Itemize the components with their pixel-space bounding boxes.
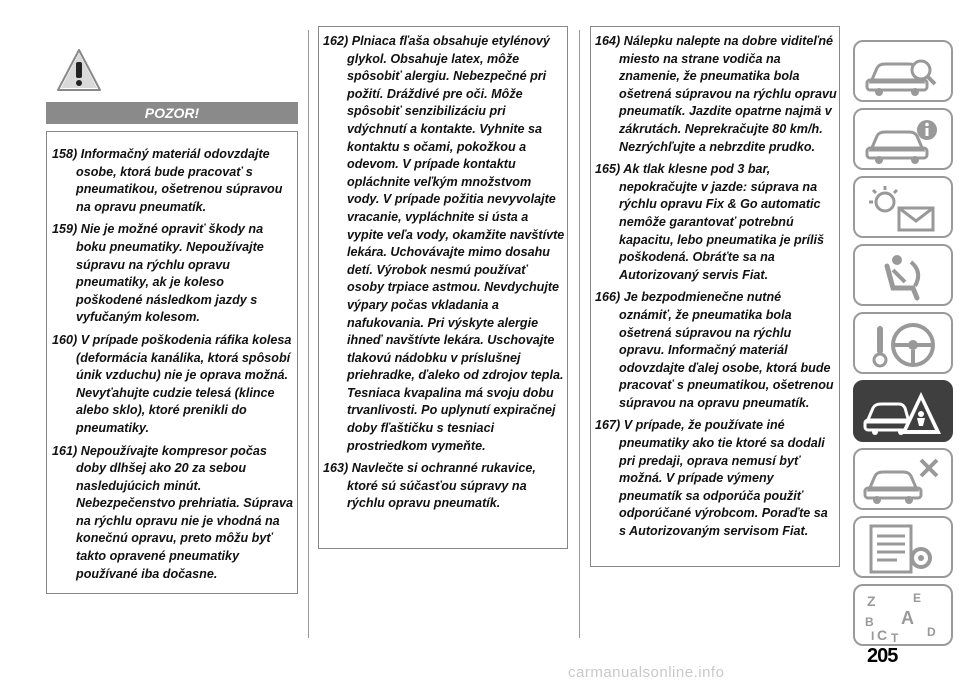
technical-data-icon bbox=[863, 524, 941, 574]
svg-text:I: I bbox=[871, 629, 875, 642]
svg-text:T: T bbox=[891, 631, 899, 642]
list-item: 158) Informačný materiál odovzdajte osobe, ktorá bude pracovať s pneumatikou, ošetrenou súpravou na opravu pneumatík. bbox=[52, 147, 283, 214]
list-item: 165) Ak tlak klesne pod 3 bar, nepokračujte v jazde: súprava na rýchlu opravu Fix & Go automatic nemôže garantovať potrebnú kapacitu, lebo pneumatika je príliš poškodená. Obráťte sa na Autorizovaný servis Fiat. bbox=[595, 162, 825, 282]
list-item: 162) Plniaca fľaša obsahuje etylénový glykol. Obsahuje latex, môže spôsobiť alergiu. Nebezpečné pri požití. Dráždivé pre oči. Môže spôsobiť senzibilizáciu pri vdýchnutí a kontakte. Vyhnite sa kontaktu s očami, pokožkou a odevom. V prípade kontaktu opláchnite veľkým množstvom vody. V prípade požitia nevyvolajte vracanie, vypláchnite si ústa a vypite veľa vody, okamžite navštívte lekára. Uchovávajte mimo dosahu detí. Výrobok nesmú používať osoby trpiace astmou. Nevdychujte výpary počas vkladania a nafukovania. Pri výskyte alergie ihneď navštívte lekára. Uschovajte tlakovú nádobku v príslušnej priehradke, ďaleko od zdrojov tepla. Tesniaca kvapalina má svoju dobu trvanlivosti. Po uplynutí expiračnej doby fľaštičku s tesniaci prostriedkom vymeňte. bbox=[323, 34, 565, 453]
warning-triangle-icon bbox=[56, 48, 102, 92]
tab-starting-driving[interactable] bbox=[853, 312, 953, 374]
airbag-seat-icon bbox=[863, 252, 941, 302]
tab-in-an-emergency[interactable] bbox=[853, 380, 953, 442]
watermark: carmanualsonline.info bbox=[568, 664, 725, 681]
svg-text:C: C bbox=[877, 627, 888, 642]
car-service-tools-icon bbox=[863, 456, 941, 506]
column-divider bbox=[579, 30, 580, 638]
tab-servicing-care[interactable] bbox=[853, 448, 953, 510]
warning-lights-icon bbox=[863, 184, 941, 234]
warning-box-column-1 bbox=[46, 131, 298, 594]
tab-warning-lights[interactable] bbox=[853, 176, 953, 238]
list-item: 159) Nie je možné opraviť škody na boku pneumatiky. Nepoužívajte súpravu na rýchlu opravu pneumatiky, ak je koleso poškodené následkom jazdy s vyfučaným kolesom. bbox=[52, 222, 264, 325]
warning-box-column-3 bbox=[590, 26, 840, 567]
list-item: 166) Je bezpodmienečne nutné oznámiť, že pneumatika bola ošetrená súpravou na rýchlu opravu. Informačný materiál odovzdajte ďalej osobe, ktorá bude pracovať s pneumatikou, ošetrenou súpravou na opravu pneumatík. bbox=[595, 290, 834, 410]
tab-car-search[interactable] bbox=[853, 40, 953, 102]
list-item: 164) Nálepku nalepte na dobre viditeľné miesto na strane vodiča na znamenie, že pneumatika bola ošetrená súpravou na rýchlu opravu pneumatík. Jazdite opatrne najmä v zákrutách. Neprekračujte 80 km/h. Nezrýchľujte a nebrzdite prudko. bbox=[595, 34, 837, 154]
tab-alphabetical-index[interactable] bbox=[853, 584, 953, 646]
tab-technical-data[interactable] bbox=[853, 516, 953, 578]
column-divider bbox=[308, 30, 309, 638]
car-info-icon bbox=[863, 116, 941, 166]
svg-text:D: D bbox=[927, 625, 936, 639]
page-number: 205 bbox=[867, 645, 898, 667]
warning-header: POZOR! bbox=[46, 102, 298, 124]
car-breakdown-warning-icon bbox=[863, 388, 941, 438]
tab-safety[interactable] bbox=[853, 244, 953, 306]
alphabetical-index-icon bbox=[863, 592, 941, 642]
steering-wheel-icon bbox=[863, 320, 941, 370]
svg-text:Z: Z bbox=[867, 593, 876, 609]
list-item: 167) V prípade, že používate iné pneumatiky ako tie ktoré sa dodali pri predaji, oprava nemusí byť možná. V prípade výmeny pneumatík sa odporúča použiť odporúčané výrobcom. Poraďte sa s Autorizovaným servisom Fiat. bbox=[595, 418, 828, 539]
list-item: 161) Nepoužívajte kompresor počas doby dlhšej ako 20 za sebou nasledujúcich minút. Nebezpečenstvo prehriatia. Súprava na rýchlu opravu nie je vhodná na konečnú opravu, preto môžu byť takto opravené pneumatiky používané iba dočasne. bbox=[52, 443, 293, 581]
warning-box-column-2 bbox=[318, 26, 568, 549]
svg-text:A: A bbox=[901, 608, 914, 628]
list-item: 160) V prípade poškodenia ráfika kolesa (deformácia kanálika, ktorá spôsobí únik vzduchu) nie je oprava možná. Nevyťahujte cudzie telesá (klince alebo sklo), ktoré prenikli do pneumatiky. bbox=[52, 332, 292, 435]
list-item: 163) Navlečte si ochranné rukavice, ktoré sú súčasťou súpravy na rýchlu opravu pneumatík. bbox=[323, 461, 536, 511]
svg-text:E: E bbox=[913, 592, 922, 605]
svg-text:B: B bbox=[865, 615, 874, 629]
tab-car-info[interactable] bbox=[853, 108, 953, 170]
car-search-icon bbox=[863, 48, 941, 98]
